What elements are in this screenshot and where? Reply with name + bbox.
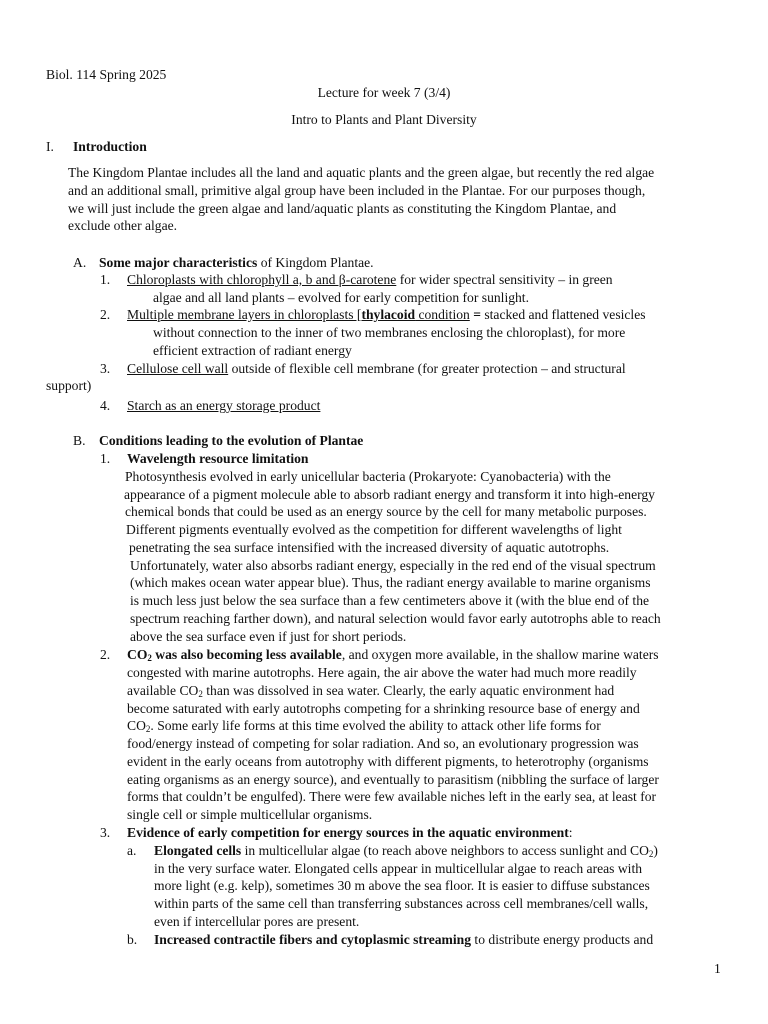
item-text: in multicellular algae (to reach above neighbors to access sunlight and CO xyxy=(241,843,649,858)
intro-line: we will just include the green algae and land/aquatic plants as constituting the Kingdom Plantae, and xyxy=(68,201,617,216)
paragraph-line: evident in the early oceans from autotrophy with different pigments, to heterotrophy (organisms xyxy=(127,754,649,769)
item-continuation: support) xyxy=(46,378,92,393)
course-header: Biol. 114 Spring 2025 xyxy=(46,67,167,82)
paragraph-line: penetrating the sea surface intensified with the increased diversity of aquatic autotrophs. xyxy=(129,540,610,555)
subsection-letter: A. xyxy=(73,255,87,270)
paragraph-line: Photosynthesis evolved in early unicellular bacteria (Prokaryote: Cyanobacteria) with the xyxy=(125,469,611,484)
paragraph-line: chemical bonds that could be used as an energy source by the cell for many metabolic purposes. xyxy=(125,504,647,519)
item-heading: Wavelength resource limitation xyxy=(127,451,309,466)
item-number: 2. xyxy=(100,647,111,662)
paragraph-line: spectrum reaching farther down), and natural selection would favor early autotrophs able to reach xyxy=(130,611,661,626)
paragraph-line: above the sea surface even if just for short periods. xyxy=(130,629,407,644)
section-numeral: I. xyxy=(46,139,54,154)
item-number: 3. xyxy=(100,825,111,840)
item-continuation: algae and all land plants – evolved for early competition for sunlight. xyxy=(153,290,529,305)
lecture-title: Lecture for week 7 (3/4) xyxy=(317,85,451,100)
subscript: 2 xyxy=(198,689,203,699)
item-text: to distribute energy products and xyxy=(471,932,654,947)
term-part: condition xyxy=(415,307,470,322)
paragraph-line: single cell or simple multicellular organisms. xyxy=(127,807,373,822)
paragraph-line: (which makes ocean water appear blue). Thus, the radiant energy available to marine organisms xyxy=(130,575,651,590)
intro-line: and an additional small, primitive algal group have been included in the Plantae. For our purposes though, xyxy=(68,183,646,198)
text-part: available CO xyxy=(127,683,199,698)
item-bold: Increased contractile fibers and cytoplasmic streaming xyxy=(154,932,472,947)
underlined-term xyxy=(127,307,470,322)
item-number: 4. xyxy=(100,398,111,413)
text-part: CO xyxy=(127,718,146,733)
paragraph-line xyxy=(127,717,601,734)
list-item xyxy=(127,646,659,663)
equals-sign: = xyxy=(469,307,485,322)
heading-rest: of Kingdom Plantae. xyxy=(257,255,374,270)
item-text: ) xyxy=(653,843,658,858)
paragraph-line: is much less just below the sea surface than a few centimeters above it (with the blue end of the xyxy=(130,593,650,608)
paragraph-line: appearance of a pigment molecule able to absorb radiant energy and transform it into high-energy xyxy=(124,487,655,502)
item-text: , and oxygen more available, in the shallow marine waters xyxy=(341,647,659,662)
text-part: . Some early life forms at this time evolved the ability to attack other life forms for xyxy=(150,718,601,733)
paragraph-line xyxy=(127,682,614,699)
subscript: 2 xyxy=(145,724,151,734)
item-continuation: efficient extraction of radiant energy xyxy=(153,343,352,358)
item-bold: Elongated cells xyxy=(154,843,242,858)
item-continuation: more light (e.g. kelp), sometimes 30 m above the sea floor. It is easier to diffuse substances xyxy=(154,878,650,893)
heading-colon: : xyxy=(568,825,573,840)
co2-text: CO xyxy=(127,647,148,662)
paragraph-line: food/energy instead of competing for solar radiation. And so, an evolutionary progression was xyxy=(127,736,639,751)
list-item xyxy=(127,306,646,323)
subsection-heading xyxy=(99,254,374,271)
paragraph-line: become saturated with early autotrophs competing for a shrinking resource base of energy and xyxy=(127,701,640,716)
heading-bold: Some major characteristics xyxy=(99,255,258,270)
paragraph-line: congested with marine autotrophs. Here again, the air above the water had much more readily xyxy=(127,665,637,680)
paragraph-line: Unfortunately, water also absorbs radiant energy, especially in the red end of the visual spectrum xyxy=(130,558,656,573)
item-number: 1. xyxy=(100,272,111,287)
paragraph-line: eating organisms as an energy source), and eventually to parasitism (nibbling the surface of larger xyxy=(127,772,659,787)
item-text: stacked and flattened vesicles xyxy=(484,307,646,322)
section-heading: Introduction xyxy=(73,139,147,154)
text-part: than was dissolved in sea water. Clearly, the early aquatic environment had xyxy=(202,683,615,698)
item-continuation: even if intercellular pores are present. xyxy=(154,914,360,929)
item-letter: a. xyxy=(127,843,137,858)
subscript: 2 xyxy=(147,653,152,663)
item-number: 1. xyxy=(100,451,111,466)
item-continuation: without connection to the inner of two membranes enclosing the chloroplast), for more xyxy=(153,325,626,340)
intro-line: The Kingdom Plantae includes all the land and aquatic plants and the green algae, but recently the red algae xyxy=(68,165,655,180)
underlined-term: Cellulose cell wall xyxy=(127,361,229,376)
item-text: for wider spectral sensitivity – in green xyxy=(396,272,613,287)
term-part: Multiple membrane layers in chloroplasts [ xyxy=(127,307,362,322)
list-item xyxy=(127,360,626,377)
item-heading xyxy=(127,824,573,841)
page-subtitle: Intro to Plants and Plant Diversity xyxy=(291,112,477,127)
item-number: 2. xyxy=(100,307,111,322)
heading-bold: Evidence of early competition for energy sources in the aquatic environment xyxy=(127,825,569,840)
subscript: 2 xyxy=(648,849,654,859)
list-item xyxy=(154,931,653,948)
item-letter: b. xyxy=(127,932,138,947)
subsection-letter: B. xyxy=(73,433,86,448)
list-item xyxy=(154,842,658,859)
subsection-heading: Conditions leading to the evolution of Plantae xyxy=(99,433,364,448)
paragraph-line: Different pigments eventually evolved as the competition for different wavelengths of light xyxy=(126,522,622,537)
intro-line: exclude other algae. xyxy=(68,218,178,233)
underlined-term: Starch as an energy storage product xyxy=(127,398,321,413)
underlined-term: Chloroplasts with chlorophyll a, b and β-carotene xyxy=(127,272,397,287)
item-continuation: in the very surface water. Elongated cells appear in multicellular algae to reach areas with xyxy=(154,861,643,876)
heading-rest: was also becoming less available xyxy=(151,647,342,662)
item-heading xyxy=(127,647,342,662)
item-continuation: within parts of the same cell than transferring substances across cell membranes/cell walls, xyxy=(154,896,649,911)
page-number: 1 xyxy=(714,961,721,976)
term-bold: thylacoid xyxy=(361,307,416,322)
item-number: 3. xyxy=(100,361,111,376)
item-text: outside of flexible cell membrane (for greater protection – and structural xyxy=(228,361,626,376)
paragraph-line: forms that couldn’t be engulfed). There were few available niches left in the early sea, at least for xyxy=(127,789,657,804)
list-item xyxy=(127,271,613,288)
